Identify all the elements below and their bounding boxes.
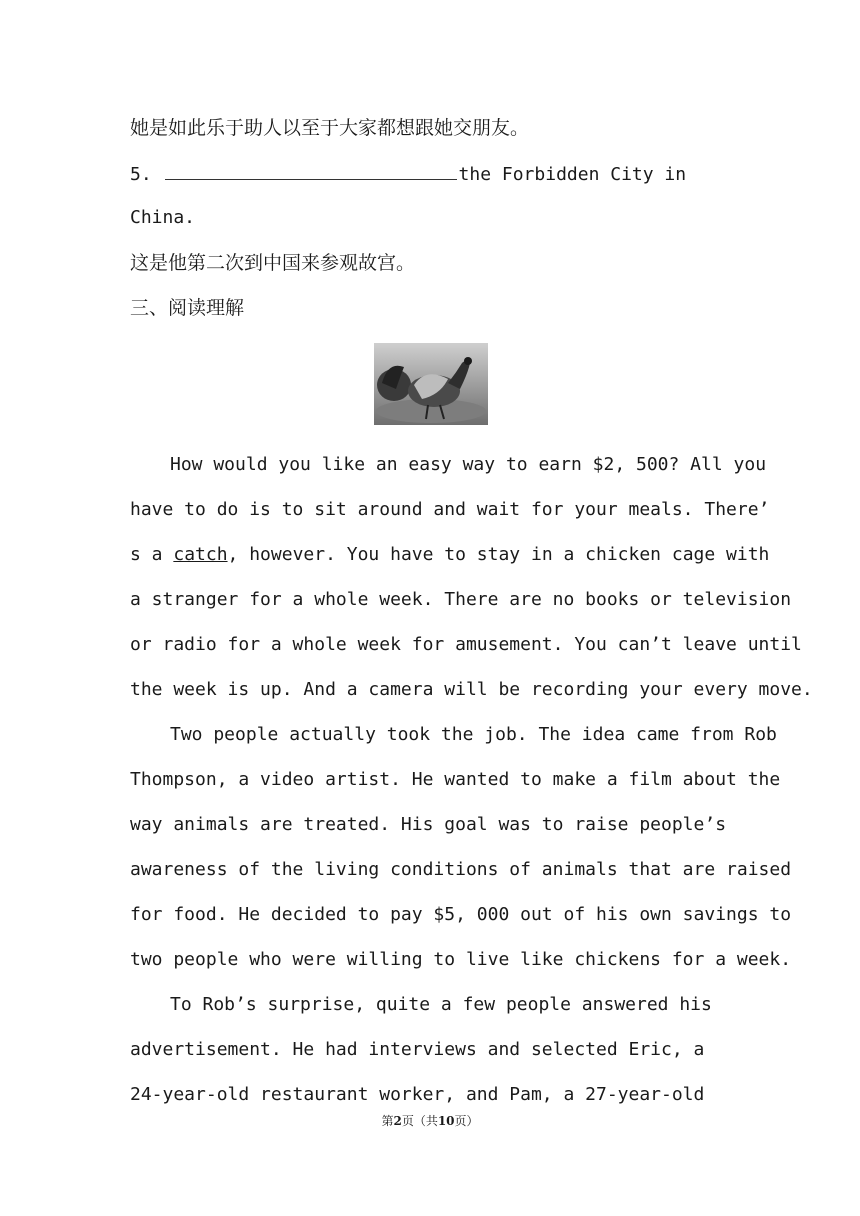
passage-line: advertisement. He had interviews and selected Eric, a	[130, 1039, 705, 1060]
passage-line: two people who were willing to live like chickens for a week.	[130, 949, 792, 970]
passage-line: the week is up. And a camera will be recording your every move.	[130, 679, 813, 700]
question-5-continued: China.	[130, 207, 196, 228]
rooster-photo	[374, 343, 488, 425]
passage-line: or radio for a whole week for amusement. You can’t leave until	[130, 634, 802, 655]
passage-line: How would you like an easy way to earn $2, 500? All you	[170, 454, 767, 475]
footer-text: 页）	[454, 1114, 479, 1128]
passage-line: a stranger for a whole week. There are no books or television	[130, 589, 792, 610]
answer-blank[interactable]	[165, 161, 457, 180]
passage-line: have to do is to sit around and wait for your meals. There’	[130, 499, 770, 520]
underlined-word: catch	[173, 544, 228, 565]
section-heading: 三、阅读理解	[130, 297, 245, 319]
passage-line: way animals are treated. His goal was to raise people’s	[130, 814, 727, 835]
passage-line: To Rob’s surprise, quite a few people answered his	[170, 994, 712, 1015]
passage-line: 24-year-old restaurant worker, and Pam, a 27-year-old	[130, 1084, 705, 1105]
total-pages: 10	[437, 1114, 455, 1128]
passage-line: Two people actually took the job. The idea came from Rob	[170, 724, 777, 745]
footer-text: 第	[381, 1114, 394, 1128]
sentence-translation-5: 这是他第二次到中国来参观故宫。	[130, 252, 416, 274]
page-footer	[0, 1112, 860, 1129]
text-span: s a	[130, 544, 163, 565]
text-span: , however. You have to stay in a chicken cage with	[227, 544, 770, 565]
question-text: the Forbidden City in	[458, 164, 687, 185]
passage-line: for food. He decided to pay $5, 000 out of his own savings to	[130, 904, 792, 925]
footer-text: 页（共	[401, 1114, 438, 1128]
passage-line: Thompson, a video artist. He wanted to make a film about the	[130, 769, 781, 790]
page-number: 2	[393, 1114, 402, 1128]
passage-line	[130, 543, 769, 567]
sentence-translation-4: 她是如此乐于助人以至于大家都想跟她交朋友。	[130, 117, 530, 139]
question-5	[130, 161, 686, 187]
passage-line: awareness of the living conditions of animals that are raised	[130, 859, 792, 880]
question-number: 5.	[130, 164, 152, 185]
